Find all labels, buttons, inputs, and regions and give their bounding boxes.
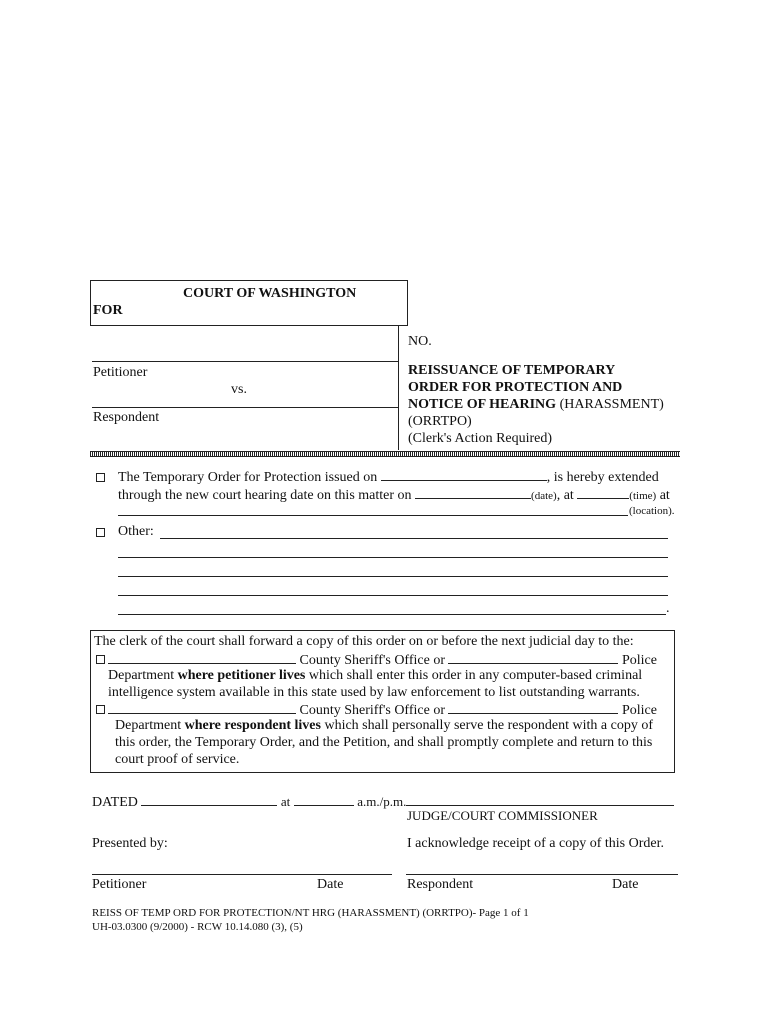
clerk-dept1-line1: [108, 668, 642, 684]
at-label: at: [280, 794, 291, 809]
title-bold-part: NOTICE OF HEARING: [408, 397, 557, 412]
clerk-bold-text: where respondent lives: [184, 718, 321, 733]
clerk-text: which shall enter this order in any computer-based criminal: [308, 668, 643, 683]
petitioner-sheriff-checkbox[interactable]: [96, 655, 105, 664]
caption-divider-vertical: [398, 326, 399, 450]
caption-double-rule: [90, 451, 680, 457]
dated-row: [92, 793, 406, 811]
order-text: , at: [556, 488, 574, 503]
document-title-line2: ORDER FOR PROTECTION AND: [408, 380, 623, 395]
judge-signature-line[interactable]: [406, 805, 674, 806]
document-title-line1: REISSUANCE OF TEMPORARY: [408, 363, 616, 378]
clerk-dept1-line2: intelligence system available in this state used by law enforcement to list outstanding warrants.: [108, 685, 640, 700]
clerk-line-respondent: [108, 701, 657, 719]
other-checkbox[interactable]: [96, 528, 105, 537]
other-line-2[interactable]: [118, 557, 668, 558]
other-line-4[interactable]: [118, 595, 668, 596]
time-hint: (time): [629, 490, 657, 502]
document-title-line3: [408, 397, 664, 413]
respondent-name-line: [92, 407, 398, 408]
other-end-period: .: [666, 601, 670, 616]
clerk-dept2-line2: this order, the Temporary Order, and the Petition, and shall promptly complete and return to this: [115, 735, 653, 750]
respondent-date-label: Date: [612, 877, 639, 892]
hearing-time-field[interactable]: [577, 486, 629, 499]
footer-form-number: UH-03.0300 (9/2000) - RCW 10.14.080 (3), (5): [92, 921, 303, 933]
extend-order-checkbox[interactable]: [96, 473, 105, 482]
date-hint: (date): [531, 490, 557, 502]
issued-date-field[interactable]: [381, 468, 547, 481]
clerk-dept2-line1: [115, 718, 653, 734]
document-title-line5: (Clerk's Action Required): [408, 431, 553, 446]
document-title-line4: (ORRTPO): [408, 414, 472, 429]
for-label: FOR: [93, 303, 123, 318]
respondent-sheriff-checkbox[interactable]: [96, 705, 105, 714]
petitioner-county-field[interactable]: [108, 651, 296, 664]
dated-field[interactable]: [141, 793, 277, 806]
clerk-text: Department: [115, 718, 182, 733]
title-rest-part: (HARASSMENT): [556, 397, 664, 412]
clerk-text: County Sheriff's Office or: [299, 703, 445, 718]
petitioner-police-field[interactable]: [448, 651, 618, 664]
location-hint: [629, 505, 675, 517]
petitioner-date-label: Date: [317, 877, 344, 892]
clerk-text: Department: [108, 668, 175, 683]
dated-label: DATED: [92, 795, 138, 810]
dated-time-field[interactable]: [294, 793, 354, 806]
court-title: COURT OF WASHINGTON: [183, 286, 357, 301]
clerk-line-petitioner: [108, 651, 657, 669]
respondent-county-field[interactable]: [108, 701, 296, 714]
clerk-text: Police: [621, 703, 657, 718]
order-text: at: [656, 488, 670, 503]
presented-by-label: Presented by:: [92, 836, 168, 851]
order-text: , is hereby extended: [546, 470, 659, 485]
clerk-bold-text: where petitioner lives: [177, 668, 306, 683]
petitioner-name-line: [92, 361, 398, 362]
order-line-1: [118, 468, 659, 486]
judge-label: JUDGE/COURT COMMISSIONER: [407, 808, 598, 823]
clerk-text: Police: [621, 653, 657, 668]
clerk-text: County Sheriff's Office or: [299, 653, 445, 668]
clerk-dept2-line3: court proof of service.: [115, 752, 240, 767]
other-line-5[interactable]: [118, 614, 666, 615]
petitioner-label: Petitioner: [93, 365, 148, 380]
acknowledge-label: I acknowledge receipt of a copy of this Order.: [407, 836, 664, 851]
clerk-intro: The clerk of the court shall forward a copy of this order on or before the next judicial day to the:: [94, 634, 634, 649]
ampm-label: a.m./p.m.: [357, 794, 407, 809]
case-number-label: NO.: [408, 334, 432, 349]
order-line-2: [118, 486, 670, 504]
vs-label: vs.: [231, 382, 247, 397]
order-text: The Temporary Order for Protection issued on: [118, 470, 378, 485]
other-label: Other:: [118, 524, 154, 539]
order-text: through the new court hearing date on this matter on: [118, 488, 412, 503]
footer-form-title: REISS OF TEMP ORD FOR PROTECTION/NT HRG (HARASSMENT) (ORRTPO)- Page 1 of 1: [92, 907, 529, 919]
respondent-police-field[interactable]: [448, 701, 618, 714]
respondent-signature-label: Respondent: [407, 877, 474, 892]
other-line-3[interactable]: [118, 576, 668, 577]
hearing-location-field[interactable]: [118, 515, 628, 516]
respondent-signature-line[interactable]: [406, 874, 678, 875]
hearing-date-field[interactable]: [415, 486, 531, 499]
clerk-text: which shall personally serve the respondent with a copy of: [324, 718, 653, 733]
petitioner-signature-label: Petitioner: [92, 877, 147, 892]
other-line-1[interactable]: [160, 538, 668, 539]
location-period: .: [671, 505, 675, 517]
respondent-label: Respondent: [93, 410, 160, 425]
location-label: (location): [629, 505, 672, 517]
petitioner-signature-line[interactable]: [92, 874, 392, 875]
